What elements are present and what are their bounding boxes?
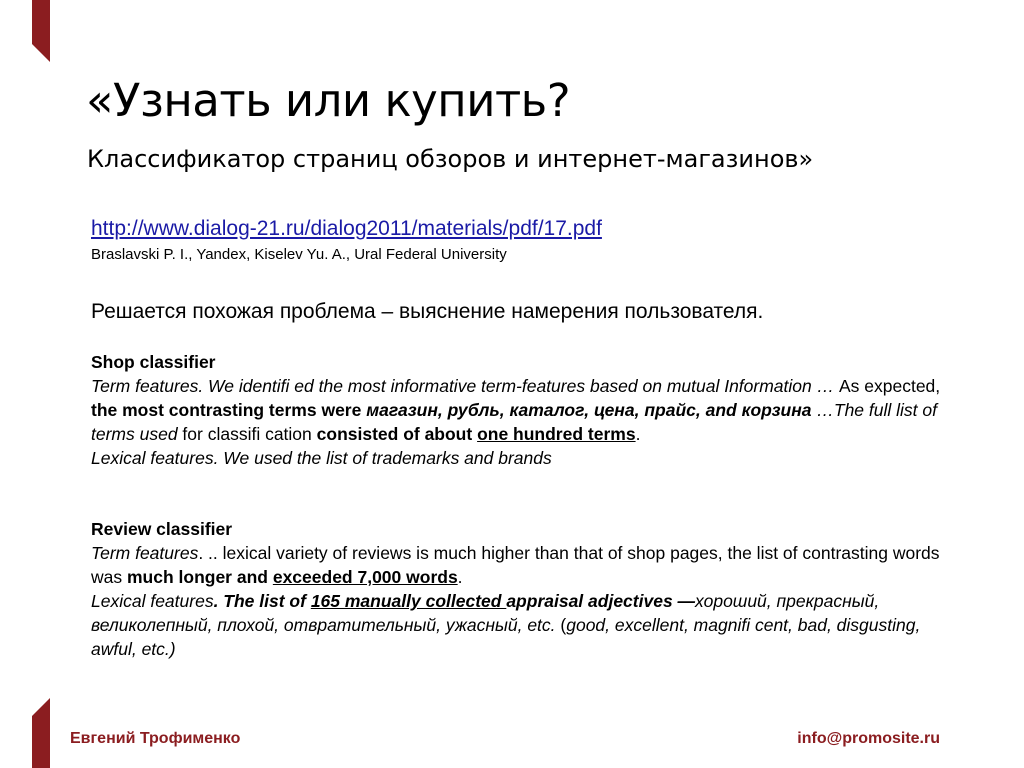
footer-email: info@promosite.ru xyxy=(797,730,940,747)
text-span: for classifi cation xyxy=(177,424,317,444)
review-classifier-section xyxy=(91,517,961,661)
text-span: …The full list of terms used xyxy=(91,400,937,444)
text-span: exceeded 7,000 words xyxy=(272,567,458,587)
text-span: Lexical features xyxy=(91,591,214,611)
shop-classifier-heading: Shop classifier xyxy=(91,352,216,372)
text-span: ( xyxy=(555,615,567,635)
text-span: much longer and xyxy=(126,567,273,587)
text-span: магазин, рубль, каталог, цена, прайс, and корзина xyxy=(366,400,812,420)
bottom-accent-bar xyxy=(32,698,50,768)
text-span: . xyxy=(635,424,641,444)
top-accent-bar xyxy=(32,0,50,62)
text-span: 165 manually collected xyxy=(310,591,507,611)
shop-classifier-section xyxy=(91,350,961,470)
review-classifier-heading: Review classifier xyxy=(91,519,233,539)
text-span: Term features xyxy=(91,543,199,563)
review-term-features xyxy=(91,541,961,589)
text-span: . .. xyxy=(198,543,218,563)
text-span: lexical variety of reviews is much higher than that of shop pages, the list of contrasting words was xyxy=(91,543,940,587)
source-link[interactable]: http://www.dialog-21.ru/dialog2011/materials/pdf/17.pdf xyxy=(91,217,602,240)
text-span: As expected, xyxy=(838,376,941,396)
text-span: consisted of about xyxy=(316,424,478,444)
text-span: appraisal adjectives — xyxy=(506,591,696,611)
slide-title: «Узнать или купить? xyxy=(86,74,571,127)
shop-term-features xyxy=(91,374,961,446)
review-lexical-features xyxy=(91,589,961,661)
source-authors: Braslavski P. I., Yandex, Kiselev Yu. A., Ural Federal University xyxy=(91,246,507,263)
footer-author: Евгений Трофименко xyxy=(70,730,241,747)
text-span: . xyxy=(457,567,463,587)
text-span: . The list of xyxy=(213,591,311,611)
intro-text: Решается похожая проблема – выяснение намерения пользователя. xyxy=(91,300,764,323)
slide-subtitle: Классификатор страниц обзоров и интернет-магазинов» xyxy=(87,145,814,173)
text-span: the most contrasting terms were xyxy=(91,400,367,420)
text-span: good, excellent, magnifi cent, bad, disgusting, awful, etc.) xyxy=(91,615,921,659)
text-span: Term features. We identifi ed the most informative term-features based on mutual Information … xyxy=(91,376,839,396)
shop-lexical-features: Lexical features. We used the list of trademarks and brands xyxy=(91,448,552,468)
text-span: one hundred terms xyxy=(477,424,636,444)
text-span: хороший, прекрасный, великолепный, плохой, отвратительный, ужасный, etc. xyxy=(91,591,880,635)
